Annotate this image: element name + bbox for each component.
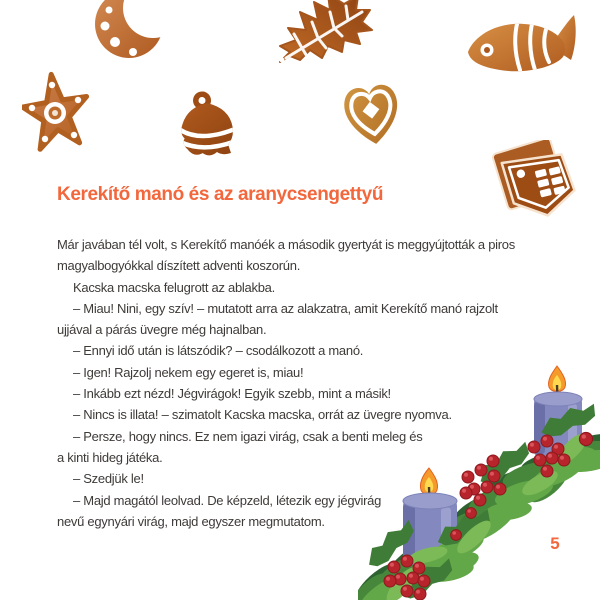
story-line: a kinti hideg játéka. [57, 449, 163, 465]
gingerbread-star-icon [22, 66, 90, 166]
gingerbread-house-icon [487, 140, 579, 222]
story-line: – Majd magától leolvad. De képzeld, létezik egy jégvirág [73, 492, 382, 508]
story-line: – Igen! Rajzolj nekem egy egeret is, miau! [73, 364, 304, 380]
gingerbread-heart-icon [336, 74, 410, 154]
story-title: Kerekítő manó és az aranycsengettyű [57, 184, 384, 205]
advent-wreath-illustration [358, 365, 600, 600]
story-line: nevű egynyári virág, majd egyszer megmutatom. [57, 513, 325, 529]
story-line: – Ennyi idő után is látszódik? – csodálkozott a manó. [73, 343, 364, 359]
story-line: Kacska macska felugrott az ablakba. [73, 279, 275, 295]
story-line: Már javában tél volt, s Kerekítő manóék a második gyertyát is meggyújtották a piros [57, 237, 515, 252]
page-number: 5 [550, 534, 560, 553]
story-line: ujjával a párás üvegre még hajnalban. [57, 322, 267, 338]
gingerbread-oak-leaf-icon [272, 0, 377, 65]
story-line: – Miau! Nini, egy szív! – mutatott arra az alakzatra, amit Kerekítő manó rajzolt [73, 300, 498, 316]
story-line: – Nincs is illata! – szimatolt Kacska macska, orrát az üvegre nyomva. [73, 407, 452, 423]
story-line: – Persze, hogy nincs. Ez nem igazi virág, csak a benti meleg és [73, 428, 423, 444]
gingerbread-fish-icon [462, 8, 580, 82]
story-line: – Szedjük le! [73, 471, 144, 487]
story-line: magyalbogyókkal díszített adventi koszorún. [57, 258, 301, 274]
gingerbread-bell-icon [172, 90, 250, 172]
gingerbread-moon-icon [93, 0, 173, 58]
story-line: – Inkább ezt nézd! Jégvirágok! Egyik szebb, mint a másik! [73, 386, 391, 402]
